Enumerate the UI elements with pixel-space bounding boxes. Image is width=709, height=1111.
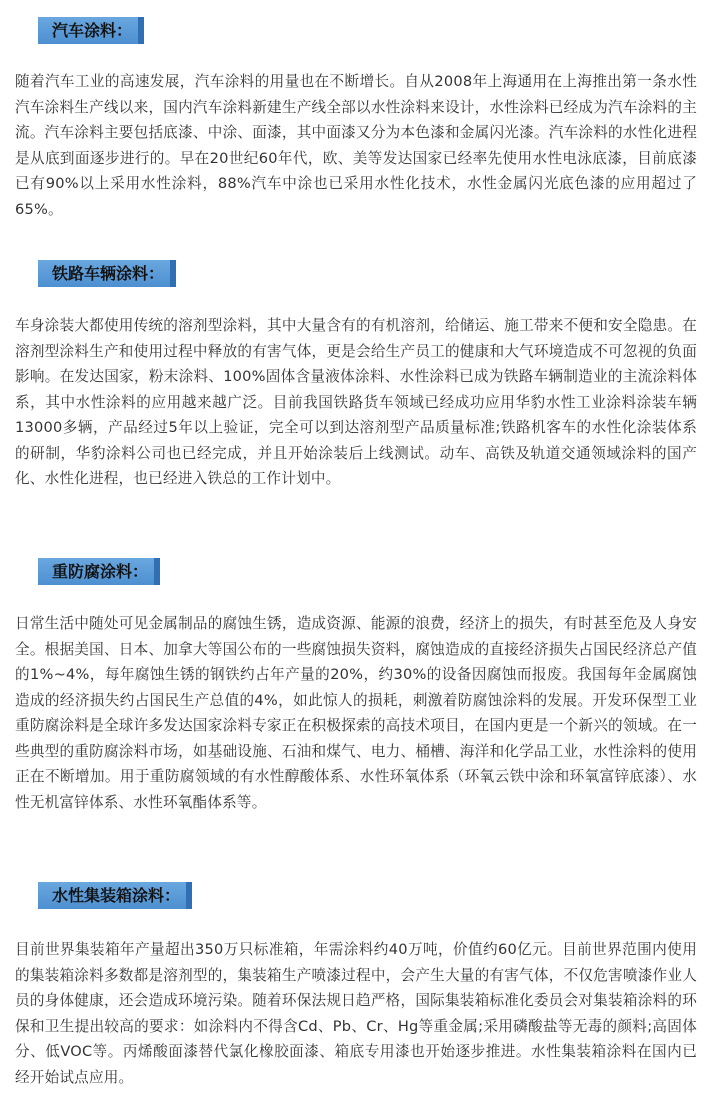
section-heading-text: 重防腐涂料： bbox=[52, 562, 149, 581]
section-body: 车身涂装大都使用传统的溶剂型涂料，其中大量含有的有机溶剂，给储运、施工带来不便和安全隐患。在溶剂型涂料生产和使用过程中释放的有害气体，更是会给生产员工的健康和大气环境造成不可忽视的负面影响。在发达国家，粉末涂料、100%固体含量液体涂料、水性涂料已成为铁路车辆制造业的主流涂料体系，其中水性涂料的应用越来越广泛。目前我国铁路货车领域已经成功应用华豹水性工业涂料涂装车辆13000多辆，产品经过5年以上验证，完全可以到达溶剂型产品质量标准;铁路机客车的水性化涂装体系的研制，华豹涂料公司也已经完成，并且开始涂装后上线测试。动车、高铁及轨道交通领域涂料的国产化、水性化进程，也已经进入铁总的工作计划中。 bbox=[15, 317, 697, 487]
section-body: 日常生活中随处可见金属制品的腐蚀生锈，造成资源、能源的浪费，经济上的损失，有时甚至危及人身安全。根据美国、日本、加拿大等国公布的一些腐蚀损失资料，腐蚀造成的直接经济损失占国民经济总产值的1%~4%，每年腐蚀生锈的钢铁约占年产量的20%，约30%的设备因腐蚀而报废。我国每年金属腐蚀造成的经济损失约占国民生产总值的4%，如此惊人的损耗，刺激着防腐蚀涂料的发展。开发环保型工业重防腐涂料是全球许多发达国家涂料专家正在积极探索的高技术项目，在国内更是一个新兴的领域。在一些典型的重防腐涂料市场，如基础设施、石油和煤气、电力、桶槽、海洋和化学品工业，水性涂料的使用正在不断增加。用于重防腐领域的有水性醇酸体系、水性环氧体系（环氧云铁中涂和环氧富锌底漆）、水性无机富锌体系、水性环氧酯体系等。 bbox=[15, 615, 697, 811]
section-heading-text: 水性集装箱涂料： bbox=[52, 886, 181, 905]
section-body: 随着汽车工业的高速发展，汽车涂料的用量也在不断增长。自从2008年上海通用在上海推出第一条水性汽车涂料生产线以来，国内汽车涂料新建生产线全部以水性涂料来设计，水性涂料已经成为汽车涂料的主流。汽车涂料主要包括底漆、中涂、面漆，其中面漆又分为本色漆和金属闪光漆。汽车涂料的水性化进程是从底到面逐步进行的。早在20世纪60年代，欧、美等发达国家已经率先使用水性电泳底漆，目前底漆已有90%以上采用水性涂料，88%汽车中涂也已采用水性化技术，水性金属闪光底色漆的应用超过了65%。 bbox=[15, 73, 697, 218]
heading-accent-bar bbox=[138, 17, 144, 44]
section-heading bbox=[38, 882, 192, 909]
section-body: 目前世界集装箱年产量超出350万只标准箱，年需涂料约40万吨，价值约60亿元。目前世界范围内使用的集装箱涂料多数都是溶剂型的，集装箱生产喷漆过程中，会产生大量的有害气体，不仅危害喷漆作业人员的身体健康，还会造成环境污染。随着环保法规日趋严格，国际集装箱标准化委员会对集装箱涂料的环保和卫生提出较高的要求：如涂料内不得含Cd、Pb、Cr、Hg等重金属;采用磷酸盐等无毒的颜料;高固体分、低VOC等。丙烯酸面漆替代氯化橡胶面漆、箱底专用漆也开始逐步推进。水性集装箱涂料在国内已经开始试点应用。 bbox=[15, 941, 697, 1086]
section-heading-text: 铁路车辆涂料： bbox=[52, 264, 165, 283]
section-heading bbox=[38, 17, 144, 44]
section-heading-text: 汽车涂料： bbox=[52, 21, 133, 40]
heading-accent-bar bbox=[170, 260, 176, 287]
heading-accent-bar bbox=[154, 558, 160, 585]
heading-accent-bar bbox=[186, 882, 192, 909]
section-heading bbox=[38, 260, 176, 287]
section-heading bbox=[38, 558, 160, 585]
